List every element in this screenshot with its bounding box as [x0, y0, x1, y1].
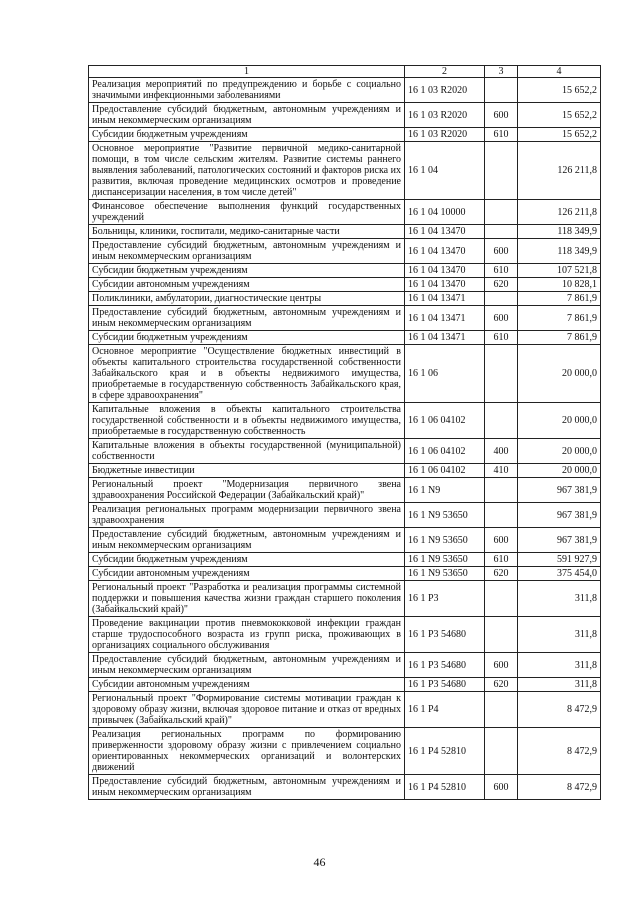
row-sum-cell: 8 472,9 [518, 775, 601, 800]
row-name-cell: Субсидии бюджетным учреждениям [89, 553, 405, 567]
row-sum-cell: 967 381,9 [518, 478, 601, 503]
table-row [89, 225, 601, 239]
table-header-row [89, 66, 601, 78]
row-sum-cell: 7 861,9 [518, 331, 601, 345]
table-row [89, 278, 601, 292]
row-code-cell: 16 1 04 13471 [405, 306, 485, 331]
row-vr-cell: 610 [485, 553, 518, 567]
row-vr-cell [485, 581, 518, 617]
row-code-cell: 16 1 06 04102 [405, 439, 485, 464]
row-sum-cell: 15 652,2 [518, 78, 601, 103]
table-row [89, 142, 601, 200]
row-vr-cell: 610 [485, 128, 518, 142]
row-name-cell: Региональный проект "Модернизация первичного звена здравоохранения Российской Федерации (Забайкальский край)" [89, 478, 405, 503]
row-sum-cell: 20 000,0 [518, 345, 601, 403]
table-row [89, 264, 601, 278]
row-sum-cell: 967 381,9 [518, 503, 601, 528]
row-name-cell: Реализация региональных программ модернизации первичного звена здравоохранения [89, 503, 405, 528]
row-code-cell: 16 1 P3 54680 [405, 617, 485, 653]
row-code-cell: 16 1 N9 53650 [405, 553, 485, 567]
row-vr-cell [485, 292, 518, 306]
row-sum-cell: 20 000,0 [518, 403, 601, 439]
row-vr-cell: 610 [485, 331, 518, 345]
table-row [89, 692, 601, 728]
header-col-1: 1 [89, 66, 405, 78]
row-sum-cell: 311,8 [518, 581, 601, 617]
table-row [89, 78, 601, 103]
row-code-cell: 16 1 04 13470 [405, 225, 485, 239]
row-sum-cell: 967 381,9 [518, 528, 601, 553]
row-code-cell: 16 1 06 04102 [405, 464, 485, 478]
row-sum-cell: 7 861,9 [518, 292, 601, 306]
row-vr-cell: 620 [485, 678, 518, 692]
row-sum-cell: 8 472,9 [518, 692, 601, 728]
row-sum-cell: 8 472,9 [518, 728, 601, 775]
table-row [89, 239, 601, 264]
row-code-cell: 16 1 N9 [405, 478, 485, 503]
table-body [89, 78, 601, 800]
row-sum-cell: 20 000,0 [518, 439, 601, 464]
row-name-cell: Предоставление субсидий бюджетным, автономным учреждениям и иным некоммерческим организациям [89, 239, 405, 264]
row-name-cell: Основное мероприятие "Развитие первичной медико-санитарной помощи, в том числе сельским жителям. Развитие системы раннего выявления заболеваний, патологических состояний и факторов риска их развития, включая проведение медицинских осмотров и проведение диспансеризации населения, в том числе детей" [89, 142, 405, 200]
page-number: 46 [313, 855, 326, 869]
row-name-cell: Региональный проект "Разработка и реализация программы системной поддержки и повышения качества жизни граждан старшего поколения (Забайкальский край)" [89, 581, 405, 617]
row-name-cell: Реализация мероприятий по предупреждению и борьбе с социально значимыми инфекционными заболеваниями [89, 78, 405, 103]
row-vr-cell [485, 728, 518, 775]
row-sum-cell: 591 927,9 [518, 553, 601, 567]
row-vr-cell: 620 [485, 567, 518, 581]
table-row [89, 528, 601, 553]
row-sum-cell: 7 861,9 [518, 306, 601, 331]
row-name-cell: Региональный проект "Формирование системы мотивации граждан к здоровому образу жизни, включая здоровое питание и отказ от вредных привычек (Забайкальский край)" [89, 692, 405, 728]
row-code-cell: 16 1 04 13471 [405, 292, 485, 306]
row-sum-cell: 118 349,9 [518, 225, 601, 239]
row-name-cell: Капитальные вложения в объекты капитального строительства государственной собственности и в объекты недвижимого имущества, приобретаемые в государственную собственность [89, 403, 405, 439]
row-sum-cell: 126 211,8 [518, 142, 601, 200]
row-vr-cell: 600 [485, 775, 518, 800]
row-name-cell: Предоставление субсидий бюджетным, автономным учреждениям и иным некоммерческим организациям [89, 103, 405, 128]
row-sum-cell: 311,8 [518, 617, 601, 653]
row-name-cell: Капитальные вложения в объекты государственной (муниципальной) собственности [89, 439, 405, 464]
table-row [89, 567, 601, 581]
row-vr-cell [485, 478, 518, 503]
row-sum-cell: 311,8 [518, 678, 601, 692]
row-name-cell: Реализация региональных программ по формированию приверженности здоровому образу жизни с привлечением социально ориентированных некоммерческих организаций и волонтерских движений [89, 728, 405, 775]
row-code-cell: 16 1 03 R2020 [405, 78, 485, 103]
row-name-cell: Больницы, клиники, госпитали, медико-санитарные части [89, 225, 405, 239]
table-row [89, 403, 601, 439]
table-row [89, 553, 601, 567]
row-code-cell: 16 1 06 04102 [405, 403, 485, 439]
row-name-cell: Субсидии автономным учреждениям [89, 567, 405, 581]
row-vr-cell: 400 [485, 439, 518, 464]
table-row [89, 678, 601, 692]
row-code-cell: 16 1 04 13471 [405, 331, 485, 345]
row-code-cell: 16 1 04 10000 [405, 200, 485, 225]
row-vr-cell: 410 [485, 464, 518, 478]
row-name-cell: Проведение вакцинации против пневмококковой инфекции граждан старше трудоспособного возраста из групп риска, проживающих в организациях социального обслуживания [89, 617, 405, 653]
row-code-cell: 16 1 04 [405, 142, 485, 200]
row-sum-cell: 107 521,8 [518, 264, 601, 278]
row-name-cell: Субсидии автономным учреждениям [89, 678, 405, 692]
table-row [89, 331, 601, 345]
row-vr-cell [485, 692, 518, 728]
table-row [89, 292, 601, 306]
row-code-cell: 16 1 04 13470 [405, 239, 485, 264]
table-row [89, 653, 601, 678]
row-code-cell: 16 1 P4 [405, 692, 485, 728]
row-sum-cell: 118 349,9 [518, 239, 601, 264]
row-code-cell: 16 1 N9 53650 [405, 503, 485, 528]
header-col-3: 3 [485, 66, 518, 78]
row-name-cell: Субсидии бюджетным учреждениям [89, 331, 405, 345]
row-name-cell: Предоставление субсидий бюджетным, автономным учреждениям и иным некоммерческим организациям [89, 528, 405, 553]
row-vr-cell: 600 [485, 239, 518, 264]
table-row [89, 103, 601, 128]
table-row [89, 478, 601, 503]
table-row [89, 128, 601, 142]
row-vr-cell [485, 403, 518, 439]
row-code-cell: 16 1 06 [405, 345, 485, 403]
row-name-cell: Поликлиники, амбулатории, диагностические центры [89, 292, 405, 306]
row-sum-cell: 311,8 [518, 653, 601, 678]
row-vr-cell: 600 [485, 306, 518, 331]
row-code-cell: 16 1 P3 54680 [405, 678, 485, 692]
row-sum-cell: 20 000,0 [518, 464, 601, 478]
table-row [89, 200, 601, 225]
row-vr-cell [485, 345, 518, 403]
table-row [89, 464, 601, 478]
row-code-cell: 16 1 04 13470 [405, 278, 485, 292]
row-vr-cell: 600 [485, 528, 518, 553]
row-vr-cell [485, 142, 518, 200]
header-col-4: 4 [518, 66, 601, 78]
row-vr-cell [485, 78, 518, 103]
row-name-cell: Субсидии бюджетным учреждениям [89, 264, 405, 278]
row-vr-cell: 600 [485, 653, 518, 678]
row-code-cell: 16 1 04 13470 [405, 264, 485, 278]
row-name-cell: Предоставление субсидий бюджетным, автономным учреждениям и иным некоммерческим организациям [89, 775, 405, 800]
row-name-cell: Предоставление субсидий бюджетным, автономным учреждениям и иным некоммерческим организациям [89, 306, 405, 331]
row-vr-cell: 620 [485, 278, 518, 292]
row-name-cell: Основное мероприятие "Осуществление бюджетных инвестиций в объекты капитального строительства государственной собственности Забайкальского края и в объекты недвижимого имущества, приобретаемые в государственную собственность Забайкальского края, в сфере здравоохранения" [89, 345, 405, 403]
row-sum-cell: 15 652,2 [518, 103, 601, 128]
table-row [89, 617, 601, 653]
table-row [89, 439, 601, 464]
row-code-cell: 16 1 N9 53650 [405, 528, 485, 553]
row-sum-cell: 15 652,2 [518, 128, 601, 142]
table-row [89, 306, 601, 331]
table-row [89, 345, 601, 403]
table-row [89, 728, 601, 775]
row-name-cell: Предоставление субсидий бюджетным, автономным учреждениям и иным некоммерческим организациям [89, 653, 405, 678]
row-sum-cell: 375 454,0 [518, 567, 601, 581]
table-row [89, 775, 601, 800]
row-sum-cell: 10 828,1 [518, 278, 601, 292]
row-vr-cell [485, 200, 518, 225]
row-code-cell: 16 1 03 R2020 [405, 103, 485, 128]
row-code-cell: 16 1 P4 52810 [405, 728, 485, 775]
row-vr-cell: 600 [485, 103, 518, 128]
table-row [89, 581, 601, 617]
row-code-cell: 16 1 P3 54680 [405, 653, 485, 678]
header-col-2: 2 [405, 66, 485, 78]
row-code-cell: 16 1 N9 53650 [405, 567, 485, 581]
budget-table [88, 65, 601, 800]
row-sum-cell: 126 211,8 [518, 200, 601, 225]
table-row [89, 503, 601, 528]
row-vr-cell [485, 225, 518, 239]
row-vr-cell [485, 617, 518, 653]
row-name-cell: Бюджетные инвестиции [89, 464, 405, 478]
row-code-cell: 16 1 P3 [405, 581, 485, 617]
row-code-cell: 16 1 03 R2020 [405, 128, 485, 142]
row-vr-cell: 610 [485, 264, 518, 278]
row-name-cell: Финансовое обеспечение выполнения функций государственных учреждений [89, 200, 405, 225]
row-name-cell: Субсидии автономным учреждениям [89, 278, 405, 292]
row-vr-cell [485, 503, 518, 528]
row-name-cell: Субсидии бюджетным учреждениям [89, 128, 405, 142]
row-code-cell: 16 1 P4 52810 [405, 775, 485, 800]
